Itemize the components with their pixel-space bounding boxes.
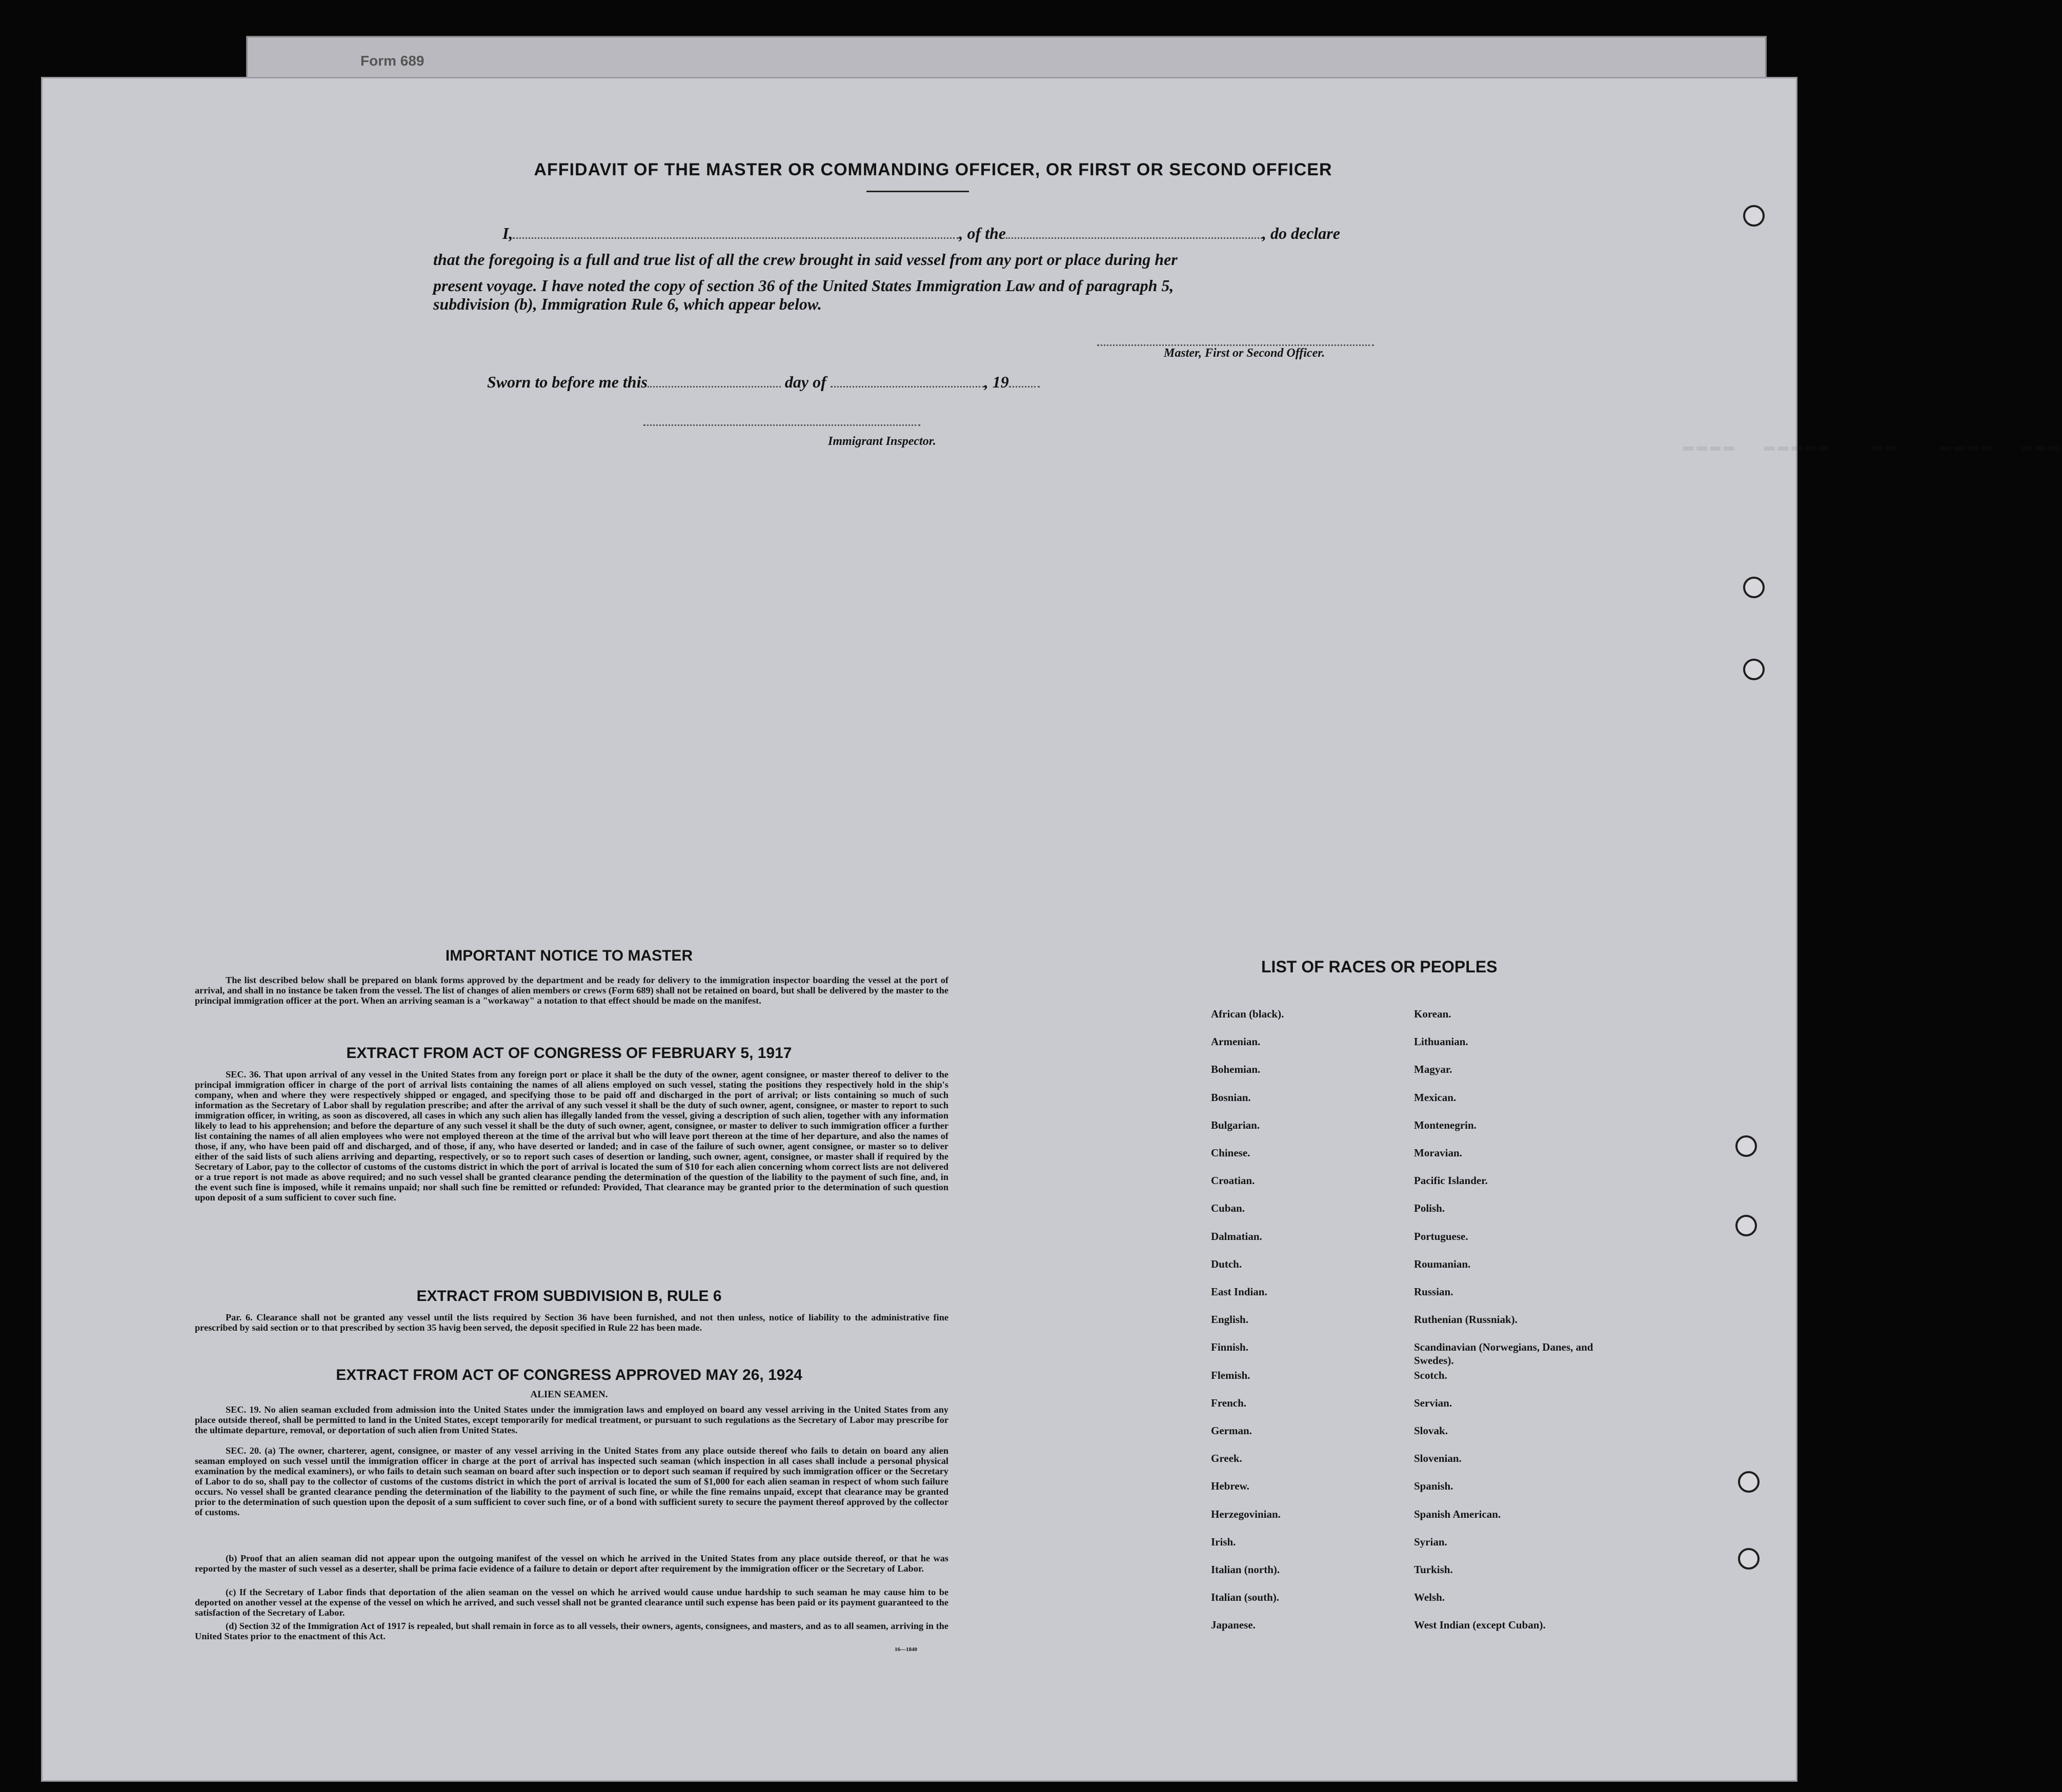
race-item: Magyar. [1414,1063,1452,1076]
sworn-line [487,369,1154,395]
race-item: Italian (south). [1211,1591,1280,1604]
race-item: Polish. [1414,1202,1445,1215]
punch-hole [1735,1215,1757,1236]
act1924-sec20a: SEC. 20. (a) The owner, charterer, agent, consignee, or master of any vessel arriving in the United States from any place outside thereof who fails to detain on board any alien seaman employed on such vessel until the immigration officer in charge at the port of arrival has inspected such seaman (which inspection in all cases shall include a personal physical examination by the medical examiners), or who fails to detain such seaman on board after such inspection or to deport such seaman if required by such immigration officer or the Secretary of Labor to do so, shall pay to the collector of customs of the customs district in which the port of arrival is located the sum of $1,000 for each alien seaman in respect of whom such failure occurs. No vessel shall be granted clearance pending the determination of the liability to the payment of such fine, or while the fine remains unpaid, except that clearance may be granted prior to the determination of such question upon the deposit of a sum sufficient to cover such fine, or of a bond with sufficient surety to secure the payment thereof approved by the collector of customs. [195,1445,948,1517]
affidavit-i: I, [502,224,513,242]
year-label: , 19 [984,373,1009,391]
act1917-title: EXTRACT FROM ACT OF CONGRESS OF FEBRUARY 5, 1917 [346,1045,792,1062]
race-item: Flemish. [1211,1369,1250,1381]
notice-title: IMPORTANT NOTICE TO MASTER [445,947,693,964]
punch-hole [1743,205,1765,227]
race-item: Italian (north). [1211,1563,1280,1576]
master-signature-line[interactable] [1097,329,1374,346]
affidavit-line-4: subdivision (b), Immigration Rule 6, which appear below. [433,295,822,313]
name-blank[interactable] [513,222,959,239]
punch-hole [1743,577,1765,598]
punch-hole [1743,659,1765,680]
inspector-label: Immigrant Inspector. [828,435,936,448]
month-blank[interactable] [831,371,984,388]
act1924-sec19: SEC. 19. No alien seaman excluded from admission into the United States under the immigration laws and employed on board any vessel arriving in the United States from any place outside thereof, shall be permitted to land in the United States, except temporarily for medical treatment, or pursuant to such regulations as the Secretary of Labor may prescribe for the ultimate departure, removal, or deportation of such alien from United States. [195,1404,948,1435]
act1924-title: EXTRACT FROM ACT OF CONGRESS APPROVED MAY 26, 1924 [336,1367,802,1383]
race-item: Servian. [1414,1396,1452,1409]
race-item: Dalmatian. [1211,1230,1262,1243]
race-item: Montenegrin. [1414,1118,1477,1131]
race-item: Moravian. [1414,1147,1462,1159]
punch-hole [1735,1135,1757,1157]
race-item: Japanese. [1211,1619,1256,1632]
race-item: Portuguese. [1414,1230,1468,1243]
master-signature-label: Master, First or Second Officer. [1164,347,1325,360]
day-blank[interactable] [648,371,781,388]
race-item: Hebrew. [1211,1480,1249,1493]
race-item: Bohemian. [1211,1063,1261,1076]
day-of-label: day of [784,373,826,391]
act1917-text: SEC. 36. That upon arrival of any vessel in the United States from any foreign port or place it shall be the duty of the owner, agent consignee, or master thereof to deliver to the principal immigration officer in charge of the port of arrival lists containing the names of all aliens employed on such vessel, stating the positions they respectively hold in the ship's company, when and where they were respectively shipped or engaged, and specifying those to be paid off and discharged in the port of arrival; or lists containing so much of such information as the Secretary of Labor shall by regulation prescribe; and after the arrival of any such vessel it shall be the duty of such owner, agent, consignee, or master to report to such immigration officer, in writing, as soon as discovered, all cases in which any such alien has illegally landed from the vessel, giving a description of such alien, together with any information likely to lead to his apprehension; and before the departure of any such vessel it shall be the duty of such owner, agent, consignee, or master to deliver to such immigration officer a further list containing the names of all alien employees who were not employed thereon at the time of the arrival but who will leave port thereon at the time of her departure, and also the names of those, if any, who have been paid off and discharged, and of those, if any, who have deserted or landed; and in case of the failure of such owner, agent consignee, or master so to deliver either of the said lists of such aliens arriving and departing, respectively, or so to report such cases of desertion or landing, such owner, agent, consignee, or master shall if required by the Secretary of Labor, pay to the collector of customs of the customs district in which the port of arrival is located the sum of $10 for each alien concerning whom correct lists are not delivered or a true report is not made as above required; and no such vessel shall be granted clearance pending the determination of the question of the liability to the payment of such fine, and, in the event such fine is imposed, while it remains unpaid; nor shall such fine be remitted or refunded: Provided, That clearance may be granted prior to the determination of such question upon deposit of a sum sufficient to cover such fine. [195,1069,948,1203]
race-item: German. [1211,1424,1252,1437]
race-item: Chinese. [1211,1147,1250,1159]
form-number: 16—1840 [895,1646,917,1653]
race-item: Scandinavian (Norwegians, Danes, and Swedes). [1414,1341,1593,1367]
notice-text: The list described below shall be prepared on blank forms approved by the department and be ready for delivery to the immigration inspector boarding the vessel at the port of arrival, and shall in no instance be taken from the vessel. The list of changes of alien members or crews (Form 689) shall not be retained on board, but shall be delivered by the master to the principal immigration officer at the port. When an arriving seaman is a "workaway" a notation to that effect should be made on the manifest. [195,975,948,1006]
inspector-signature-line[interactable] [643,409,920,426]
punch-hole [1738,1548,1760,1570]
race-item: Korean. [1414,1008,1451,1020]
race-item: Lithuanian. [1414,1035,1468,1048]
vessel-blank[interactable] [1006,222,1262,239]
race-item: Armenian. [1211,1035,1261,1048]
race-item: Scotch. [1414,1369,1447,1381]
race-item: Spanish American. [1414,1508,1501,1520]
affidavit-of-the: , of the [959,224,1006,242]
back-form-label: Form 689 [360,53,424,69]
race-item: Welsh. [1414,1591,1445,1604]
race-item: Finnish. [1211,1341,1248,1354]
race-item: Pacific Islander. [1414,1174,1488,1187]
race-item: Bosnian. [1211,1091,1251,1104]
race-item: Russian. [1414,1286,1453,1298]
race-item: Greek. [1211,1452,1242,1465]
race-item: Ruthenian (Russniak). [1414,1313,1518,1326]
race-item: Croatian. [1211,1174,1255,1187]
sworn-label: Sworn to before me this [487,373,648,391]
act1924-sec20b: (b) Proof that an alien seaman did not appear upon the outgoing manifest of the vessel on which he arrived in the United States from any place outside thereof, or that he was reported by the master of such vessel as a deserter, shall be prima facie evidence of a failure to detain or deport after requirement by the immigration officer or the Secretary of Labor. [195,1553,948,1574]
act1924-sec20d: (d) Section 32 of the Immigration Act of 1917 is repealed, but shall remain in force as to all vessels, their owners, agents, consignees, and masters, and as to all seamen, arriving in the United States prior to the enactment of this Act. [195,1621,948,1641]
document-sheet [41,77,2062,1782]
affidavit-line-1 [502,220,1425,247]
affidavit-line-2: that the foregoing is a full and true list of all the crew brought in said vessel from any port or place during her [433,250,1178,269]
race-item: Slovenian. [1414,1452,1462,1465]
race-item: Mexican. [1414,1091,1457,1104]
race-item: Turkish. [1414,1563,1453,1576]
race-item: West Indian (except Cuban). [1414,1619,1546,1632]
race-item: East Indian. [1211,1286,1267,1298]
rule6-title: EXTRACT FROM SUBDIVISION B, RULE 6 [416,1288,722,1305]
race-item: Slovak. [1414,1424,1448,1437]
affidavit-do-declare: , do declare [1262,224,1340,242]
race-item: Bulgarian. [1211,1118,1260,1131]
race-item: Roumanian. [1414,1257,1471,1270]
affidavit-line-3: present voyage. I have noted the copy of section 36 of the United States Immigration Law and of paragraph 5, [433,276,1174,295]
races-title: LIST OF RACES OR PEOPLES [1261,958,1498,976]
bleed-through: ▬▬▬▬ ▬▬▬▬▬ ▬▬ ▬▬▬▬ ▬▬▬ [1683,437,2062,457]
punch-hole [1738,1471,1760,1493]
title-rule [866,191,969,192]
act1924-sec20c: (c) If the Secretary of Labor finds that deportation of the alien seaman on the vessel on which he arrived would cause undue hardship to such seaman he may cause him to be deported on another vessel at the expense of the vessel on which he arrived, and such vessel shall not be granted clearance until such expense has been paid or its payment guaranteed to the satisfaction of the Secretary of Labor. [195,1587,948,1618]
race-item: Spanish. [1414,1480,1453,1493]
race-item: Dutch. [1211,1257,1242,1270]
race-item: Irish. [1211,1535,1236,1548]
rule6-text: Par. 6. Clearance shall not be granted any vessel until the lists required by Section 36 have been furnished, and not then unless, notice of liability to the administrative fine prescribed by said section or to that prescribed by section 35 havig been served, the deposit specified in Rule 22 has been made. [195,1312,948,1333]
race-item: African (black). [1211,1008,1284,1020]
race-item: Cuban. [1211,1202,1245,1215]
act1924-subtitle: ALIEN SEAMEN. [530,1389,608,1400]
race-item: French. [1211,1396,1247,1409]
race-item: Syrian. [1414,1535,1447,1548]
year-blank[interactable] [1009,371,1040,388]
affidavit-title: AFFIDAVIT OF THE MASTER OR COMMANDING OFFICER, OR FIRST OR SECOND OFFICER [534,160,1332,179]
race-item: Herzegovinian. [1211,1508,1281,1520]
race-item: English. [1211,1313,1248,1326]
